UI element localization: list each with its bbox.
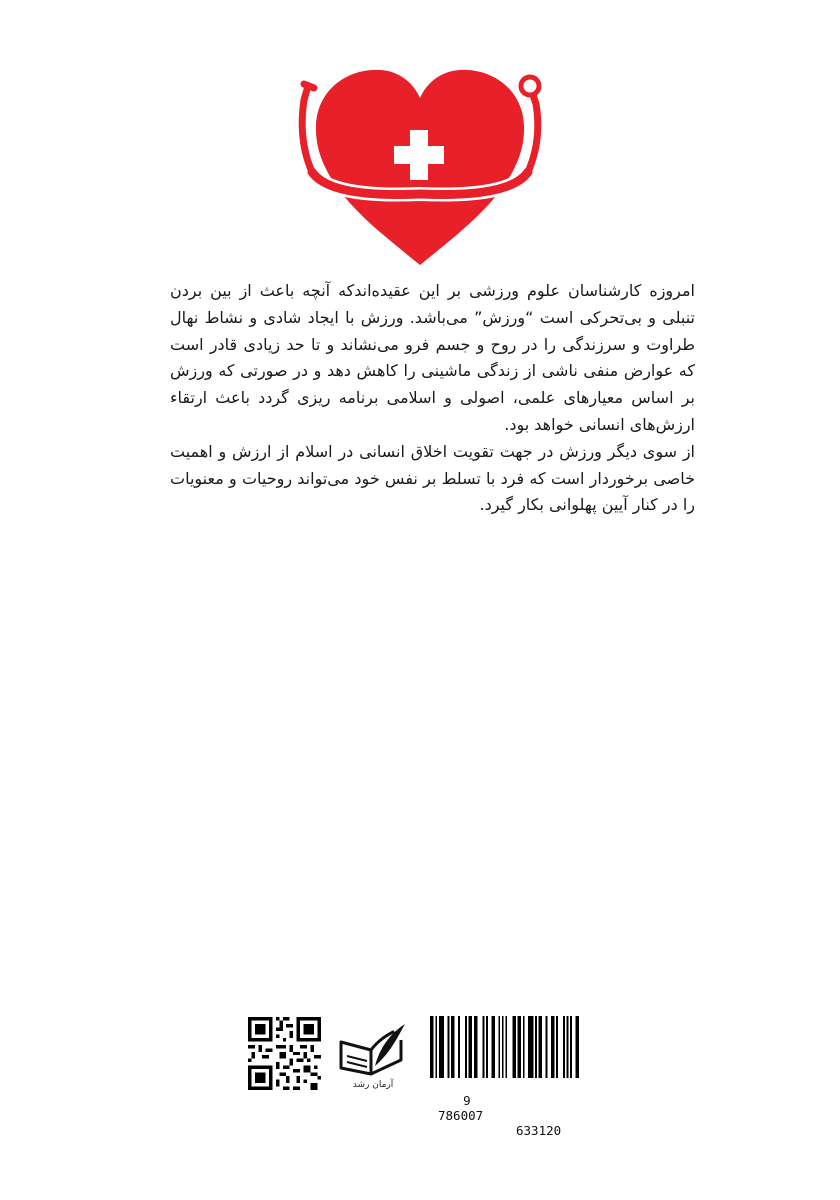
barcode-bar xyxy=(535,1016,537,1078)
barcode-bar xyxy=(502,1016,504,1078)
publisher-name: آرمان رشد xyxy=(352,1080,394,1090)
barcode-bar xyxy=(448,1016,450,1078)
barcode-bar xyxy=(505,1016,507,1078)
barcode-bar xyxy=(435,1016,437,1078)
barcode-bar xyxy=(551,1016,555,1078)
barcode-bar xyxy=(483,1016,485,1078)
description-text xyxy=(170,278,695,519)
barcode-bar xyxy=(439,1016,444,1078)
open-book-icon xyxy=(331,1020,411,1080)
isbn-first-digit: 9 xyxy=(463,1093,471,1108)
barcode-bar xyxy=(523,1016,525,1078)
barcode-bar xyxy=(491,1016,495,1078)
isbn-group-2: 633120 xyxy=(516,1123,562,1138)
isbn-digits xyxy=(418,1078,588,1138)
barcode-bar xyxy=(575,1016,579,1078)
barcode-bar xyxy=(546,1016,548,1078)
barcode-bar xyxy=(465,1016,467,1078)
barcode-bar xyxy=(563,1016,565,1078)
barcode-bar xyxy=(458,1016,460,1078)
barcode-bar xyxy=(567,1016,569,1078)
barcode-bar xyxy=(451,1016,455,1078)
barcode-bar xyxy=(498,1016,500,1078)
description-paragraph-1: امروزه کارشناسان علوم ورزشی بر این عقیده‌اندکه آنچه باعث از بین بردن تنبلی و بی‌تحرکی است “ورزش” می‌باشد. ورزش با ایجاد شادی و نشاط نهال طراوت و سرزندگی را در روح و جسم فرو می‌نشاند و تا حد زیادی قادر است که عوارض منفی ناشی از زندگی ماشینی را کاهش دهد و در صورتی که ورزش بر اساس معیارهای علمی، اصولی و اسلامی برنامه ریزی گردد باعث ارتقاء ارزش‌های انسانی خواهد بود. xyxy=(170,281,695,434)
description-paragraph-2: از سوی دیگر ورزش در جهت تقویت اخلاق انسانی در اسلام از ارزش و اهمیت خاصی برخوردار است که فرد با تسلط بر نفس خود می‌تواند روحیات و معنویات را در کنار آیین پهلوانی بکار گیرد. xyxy=(170,441,695,515)
barcode-bar xyxy=(570,1016,572,1078)
barcode-bar xyxy=(556,1016,558,1078)
barcode-bar xyxy=(430,1016,434,1078)
isbn-group-1: 786007 xyxy=(438,1108,484,1123)
qr-code-icon xyxy=(248,1017,321,1090)
footer xyxy=(248,1012,588,1138)
barcode-bar xyxy=(512,1016,516,1078)
heart-stethoscope-icon xyxy=(290,60,550,275)
barcode-bar xyxy=(486,1016,488,1078)
barcode-bar xyxy=(518,1016,522,1078)
barcode-bar xyxy=(469,1016,473,1078)
isbn-barcode xyxy=(426,1016,584,1078)
barcode-bar xyxy=(539,1016,543,1078)
barcode-bar xyxy=(474,1016,478,1078)
barcode-bar xyxy=(528,1016,533,1078)
